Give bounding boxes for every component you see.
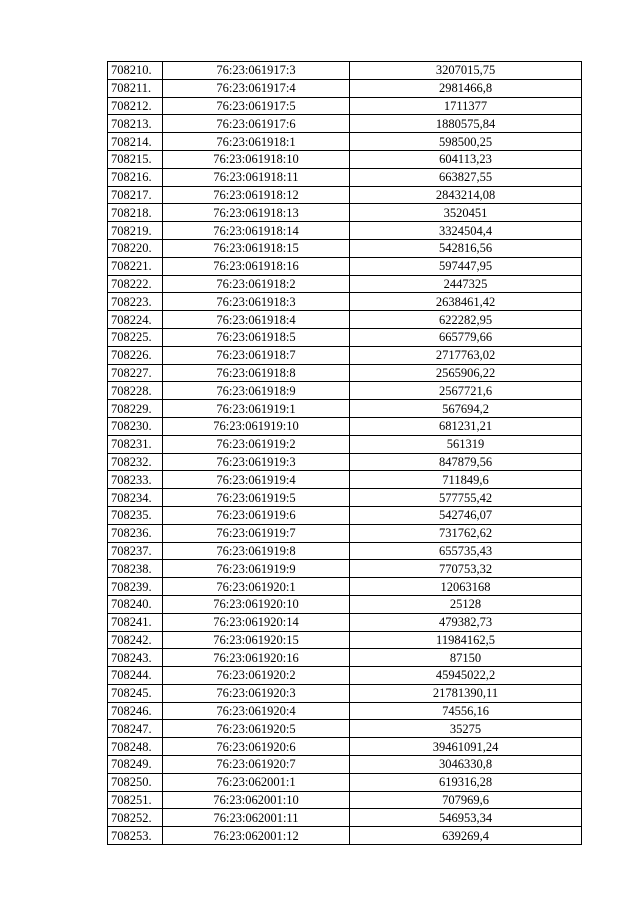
value-cell: 25128 xyxy=(350,595,582,613)
value-cell: 711849,6 xyxy=(350,471,582,489)
cadastral-number-cell: 76:23:061918:4 xyxy=(163,311,350,329)
cadastral-number-cell: 76:23:061918:12 xyxy=(163,186,350,204)
cadastral-number-cell: 76:23:061920:1 xyxy=(163,578,350,596)
value-cell: 2717763,02 xyxy=(350,346,582,364)
row-number-cell: 708240. xyxy=(108,595,163,613)
value-cell: 567694,2 xyxy=(350,400,582,418)
row-number-cell: 708223. xyxy=(108,293,163,311)
value-cell: 561319 xyxy=(350,435,582,453)
row-number-cell: 708239. xyxy=(108,578,163,596)
row-number-cell: 708228. xyxy=(108,382,163,400)
row-number-cell: 708247. xyxy=(108,720,163,738)
row-number-cell: 708220. xyxy=(108,239,163,257)
row-number-cell: 708231. xyxy=(108,435,163,453)
cadastral-number-cell: 76:23:061919:2 xyxy=(163,435,350,453)
value-cell: 655735,43 xyxy=(350,542,582,560)
row-number-cell: 708233. xyxy=(108,471,163,489)
cadastral-number-cell: 76:23:062001:12 xyxy=(163,827,350,845)
cadastral-number-cell: 76:23:061918:16 xyxy=(163,257,350,275)
table-row xyxy=(108,435,582,453)
row-number-cell: 708243. xyxy=(108,649,163,667)
cadastral-number-cell: 76:23:061918:1 xyxy=(163,133,350,151)
table-row xyxy=(108,204,582,222)
value-cell: 1711377 xyxy=(350,97,582,115)
cadastral-number-cell: 76:23:061920:4 xyxy=(163,702,350,720)
table-row xyxy=(108,275,582,293)
cadastral-number-cell: 76:23:061918:3 xyxy=(163,293,350,311)
row-number-cell: 708210. xyxy=(108,62,163,80)
value-cell: 598500,25 xyxy=(350,133,582,151)
table-row xyxy=(108,97,582,115)
row-number-cell: 708217. xyxy=(108,186,163,204)
table-row xyxy=(108,773,582,791)
value-cell: 74556,16 xyxy=(350,702,582,720)
value-cell: 2567721,6 xyxy=(350,382,582,400)
table-row xyxy=(108,702,582,720)
table-row xyxy=(108,595,582,613)
cadastral-number-cell: 76:23:061917:4 xyxy=(163,79,350,97)
value-cell: 21781390,11 xyxy=(350,684,582,702)
row-number-cell: 708235. xyxy=(108,506,163,524)
table-row xyxy=(108,489,582,507)
row-number-cell: 708216. xyxy=(108,168,163,186)
value-cell: 45945022,2 xyxy=(350,667,582,685)
table-row xyxy=(108,364,582,382)
row-number-cell: 708212. xyxy=(108,97,163,115)
cadastral-number-cell: 76:23:061918:15 xyxy=(163,239,350,257)
row-number-cell: 708213. xyxy=(108,115,163,133)
row-number-cell: 708215. xyxy=(108,150,163,168)
value-cell: 2843214,08 xyxy=(350,186,582,204)
value-cell: 604113,23 xyxy=(350,150,582,168)
value-cell: 546953,34 xyxy=(350,809,582,827)
table-row xyxy=(108,382,582,400)
row-number-cell: 708222. xyxy=(108,275,163,293)
cadastral-number-cell: 76:23:062001:10 xyxy=(163,791,350,809)
value-cell: 665779,66 xyxy=(350,328,582,346)
table-row xyxy=(108,827,582,845)
table-row xyxy=(108,791,582,809)
cadastral-number-cell: 76:23:061920:5 xyxy=(163,720,350,738)
table-row xyxy=(108,186,582,204)
row-number-cell: 708252. xyxy=(108,809,163,827)
row-number-cell: 708248. xyxy=(108,738,163,756)
row-number-cell: 708230. xyxy=(108,417,163,435)
row-number-cell: 708225. xyxy=(108,328,163,346)
cadastral-value-table xyxy=(107,61,582,845)
value-cell: 2638461,42 xyxy=(350,293,582,311)
value-cell: 639269,4 xyxy=(350,827,582,845)
table-row xyxy=(108,684,582,702)
cadastral-number-cell: 76:23:061917:5 xyxy=(163,97,350,115)
table-row xyxy=(108,649,582,667)
cadastral-number-cell: 76:23:061920:6 xyxy=(163,738,350,756)
table-row xyxy=(108,453,582,471)
value-cell: 87150 xyxy=(350,649,582,667)
table-row xyxy=(108,311,582,329)
cadastral-number-cell: 76:23:061919:4 xyxy=(163,471,350,489)
value-cell: 847879,56 xyxy=(350,453,582,471)
value-cell: 35275 xyxy=(350,720,582,738)
table-row xyxy=(108,168,582,186)
cadastral-number-cell: 76:23:061918:7 xyxy=(163,346,350,364)
row-number-cell: 708237. xyxy=(108,542,163,560)
cadastral-number-cell: 76:23:061918:8 xyxy=(163,364,350,382)
row-number-cell: 708232. xyxy=(108,453,163,471)
value-cell: 663827,55 xyxy=(350,168,582,186)
row-number-cell: 708244. xyxy=(108,667,163,685)
table-row xyxy=(108,524,582,542)
table-row xyxy=(108,62,582,80)
table-row xyxy=(108,506,582,524)
value-cell: 731762,62 xyxy=(350,524,582,542)
cadastral-number-cell: 76:23:061920:3 xyxy=(163,684,350,702)
row-number-cell: 708245. xyxy=(108,684,163,702)
row-number-cell: 708214. xyxy=(108,133,163,151)
row-number-cell: 708218. xyxy=(108,204,163,222)
cadastral-number-cell: 76:23:061919:6 xyxy=(163,506,350,524)
table-row xyxy=(108,578,582,596)
cadastral-number-cell: 76:23:061919:8 xyxy=(163,542,350,560)
table-row xyxy=(108,133,582,151)
row-number-cell: 708227. xyxy=(108,364,163,382)
cadastral-number-cell: 76:23:061917:3 xyxy=(163,62,350,80)
table-row xyxy=(108,346,582,364)
value-cell: 619316,28 xyxy=(350,773,582,791)
value-cell: 707969,6 xyxy=(350,791,582,809)
value-cell: 622282,95 xyxy=(350,311,582,329)
cadastral-number-cell: 76:23:061919:10 xyxy=(163,417,350,435)
table-body xyxy=(108,62,582,845)
cadastral-number-cell: 76:23:061918:2 xyxy=(163,275,350,293)
table-row xyxy=(108,560,582,578)
value-cell: 2981466,8 xyxy=(350,79,582,97)
value-cell: 681231,21 xyxy=(350,417,582,435)
cadastral-number-cell: 76:23:061917:6 xyxy=(163,115,350,133)
row-number-cell: 708246. xyxy=(108,702,163,720)
value-cell: 3046330,8 xyxy=(350,756,582,774)
value-cell: 12063168 xyxy=(350,578,582,596)
table-row xyxy=(108,239,582,257)
row-number-cell: 708253. xyxy=(108,827,163,845)
value-cell: 577755,42 xyxy=(350,489,582,507)
value-cell: 2447325 xyxy=(350,275,582,293)
row-number-cell: 708234. xyxy=(108,489,163,507)
table-row xyxy=(108,222,582,240)
table-row xyxy=(108,756,582,774)
value-cell: 2565906,22 xyxy=(350,364,582,382)
row-number-cell: 708224. xyxy=(108,311,163,329)
row-number-cell: 708250. xyxy=(108,773,163,791)
table-row xyxy=(108,400,582,418)
cadastral-number-cell: 76:23:061919:1 xyxy=(163,400,350,418)
table-row xyxy=(108,738,582,756)
cadastral-number-cell: 76:23:061919:9 xyxy=(163,560,350,578)
table-row xyxy=(108,613,582,631)
cadastral-number-cell: 76:23:061920:10 xyxy=(163,595,350,613)
table-row xyxy=(108,115,582,133)
value-cell: 597447,95 xyxy=(350,257,582,275)
value-cell: 479382,73 xyxy=(350,613,582,631)
cadastral-number-cell: 76:23:062001:11 xyxy=(163,809,350,827)
row-number-cell: 708221. xyxy=(108,257,163,275)
cadastral-number-cell: 76:23:061920:2 xyxy=(163,667,350,685)
row-number-cell: 708251. xyxy=(108,791,163,809)
cadastral-number-cell: 76:23:061918:14 xyxy=(163,222,350,240)
row-number-cell: 708238. xyxy=(108,560,163,578)
table-row xyxy=(108,79,582,97)
cadastral-number-cell: 76:23:061920:16 xyxy=(163,649,350,667)
table-row xyxy=(108,667,582,685)
cadastral-number-cell: 76:23:062001:1 xyxy=(163,773,350,791)
cadastral-number-cell: 76:23:061920:15 xyxy=(163,631,350,649)
cadastral-number-cell: 76:23:061919:3 xyxy=(163,453,350,471)
row-number-cell: 708229. xyxy=(108,400,163,418)
value-cell: 3520451 xyxy=(350,204,582,222)
cadastral-number-cell: 76:23:061918:11 xyxy=(163,168,350,186)
row-number-cell: 708236. xyxy=(108,524,163,542)
row-number-cell: 708249. xyxy=(108,756,163,774)
cadastral-number-cell: 76:23:061919:7 xyxy=(163,524,350,542)
table-row xyxy=(108,720,582,738)
cadastral-number-cell: 76:23:061919:5 xyxy=(163,489,350,507)
cadastral-number-cell: 76:23:061918:13 xyxy=(163,204,350,222)
table-row xyxy=(108,417,582,435)
row-number-cell: 708211. xyxy=(108,79,163,97)
cadastral-number-cell: 76:23:061918:10 xyxy=(163,150,350,168)
value-cell: 3207015,75 xyxy=(350,62,582,80)
table-row xyxy=(108,631,582,649)
cadastral-number-cell: 76:23:061918:9 xyxy=(163,382,350,400)
row-number-cell: 708241. xyxy=(108,613,163,631)
table-row xyxy=(108,293,582,311)
table-row xyxy=(108,328,582,346)
cadastral-number-cell: 76:23:061918:5 xyxy=(163,328,350,346)
row-number-cell: 708226. xyxy=(108,346,163,364)
value-cell: 1880575,84 xyxy=(350,115,582,133)
table-row xyxy=(108,257,582,275)
value-cell: 3324504,4 xyxy=(350,222,582,240)
cadastral-number-cell: 76:23:061920:14 xyxy=(163,613,350,631)
value-cell: 11984162,5 xyxy=(350,631,582,649)
value-cell: 770753,32 xyxy=(350,560,582,578)
value-cell: 39461091,24 xyxy=(350,738,582,756)
value-cell: 542746,07 xyxy=(350,506,582,524)
table-row xyxy=(108,471,582,489)
table-row xyxy=(108,809,582,827)
cadastral-number-cell: 76:23:061920:7 xyxy=(163,756,350,774)
table-row xyxy=(108,542,582,560)
row-number-cell: 708219. xyxy=(108,222,163,240)
table-row xyxy=(108,150,582,168)
value-cell: 542816,56 xyxy=(350,239,582,257)
row-number-cell: 708242. xyxy=(108,631,163,649)
